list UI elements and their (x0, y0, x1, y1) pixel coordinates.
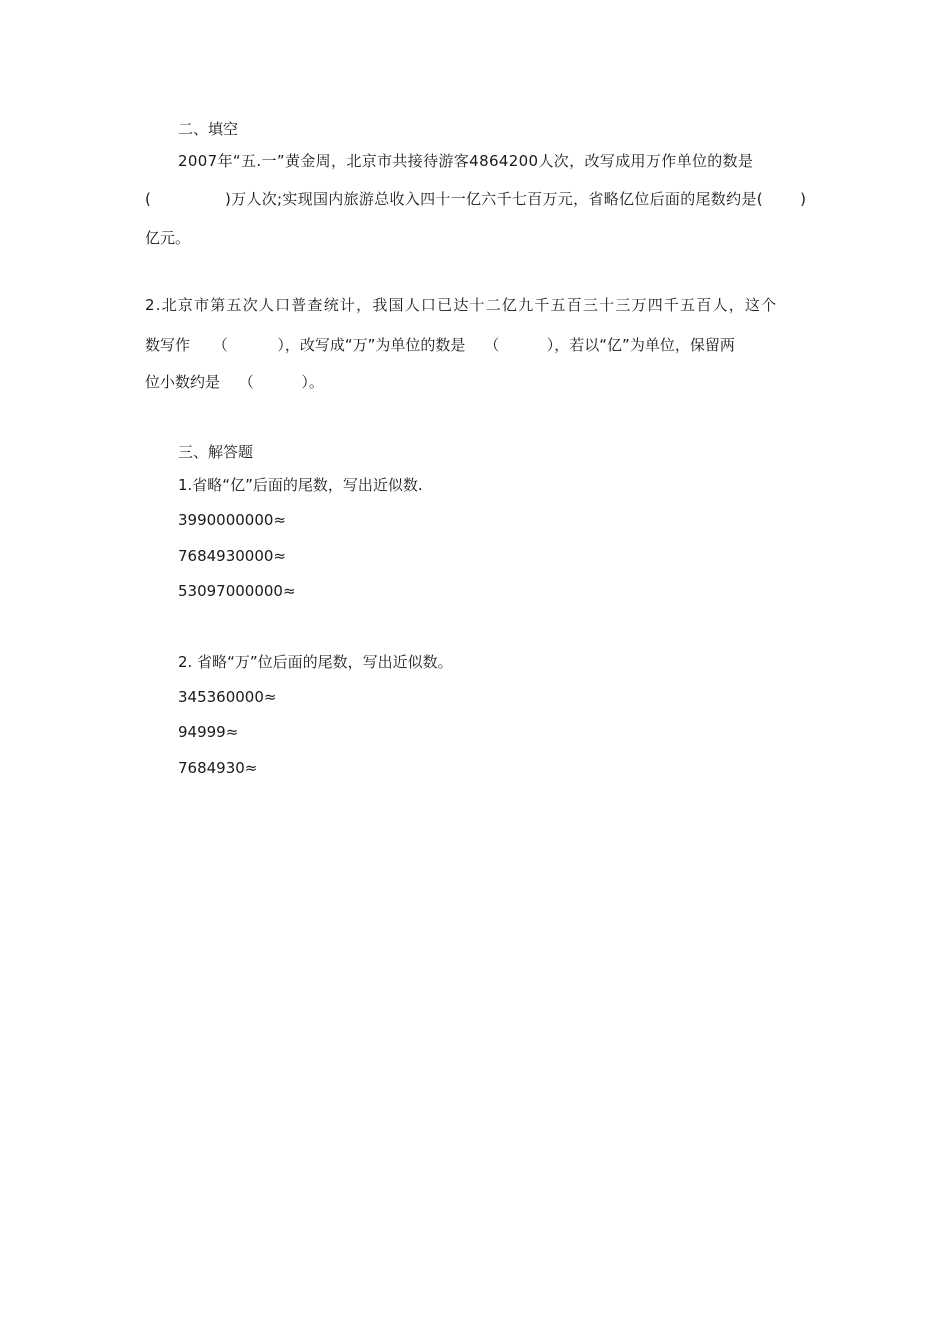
fill-q1-paren-close: ) (800, 190, 806, 208)
fill-q1-paren-open: ( (145, 190, 151, 208)
fill-q1-line3: 亿元。 (145, 229, 191, 247)
fill-q1-line1-text: 2007年“五.一”黄金周，北京市共接待游客4864200人次，改写成用万作单位的数是 (178, 152, 754, 170)
answer-q2-prompt: 2. 省略“万”位后面的尾数，写出近似数。 (178, 653, 453, 671)
answer-q2-item: 345360000≈ (178, 688, 277, 706)
answer-q1-prompt: 1.省略“亿”后面的尾数，写出近似数. (178, 476, 423, 494)
fill-q2-decimal-label: 位小数约是 (145, 373, 221, 391)
answer-q2-item: 94999≈ (178, 723, 239, 741)
section-heading-answer: 三、解答题 (178, 443, 254, 461)
fill-q1-line1 (178, 151, 806, 171)
fill-q2-paren-open-1: （ (212, 336, 228, 354)
fill-q2-yi-text: ），若以“亿”为单位，保留两 (546, 336, 735, 354)
fill-q2-line2 (145, 335, 735, 355)
fill-q2-write-label: 数写作 (145, 336, 191, 354)
fill-q2-paren-open-3: （ (238, 373, 254, 391)
answer-q1-item: 7684930000≈ (178, 547, 287, 565)
section-heading-fill-blank: 二、填空 (178, 120, 239, 138)
fill-q2-paren-open-2: （ (484, 336, 500, 354)
answer-q1-item: 3990000000≈ (178, 511, 287, 529)
answer-q1-item: 53097000000≈ (178, 582, 296, 600)
answer-q2-item: 7684930≈ (178, 759, 258, 777)
fill-q1-line2-text: )万人次;实现国内旅游总收入四十一亿六千七百万元，省略亿位后面的尾数约是( (225, 190, 763, 208)
fill-q2-line3 (145, 372, 324, 392)
fill-q2-line1-text: 2.北京市第五次人口普查统计，我国人口已达十二亿九千五百三十三万四千五百人，这个 (145, 296, 778, 314)
fill-q2-paren-close-3: ）。 (301, 373, 324, 391)
fill-q1-line2 (145, 189, 806, 209)
fill-q2-line1 (145, 295, 806, 315)
fill-q2-wan-text: ），改写成“万”为单位的数是 (277, 336, 466, 354)
